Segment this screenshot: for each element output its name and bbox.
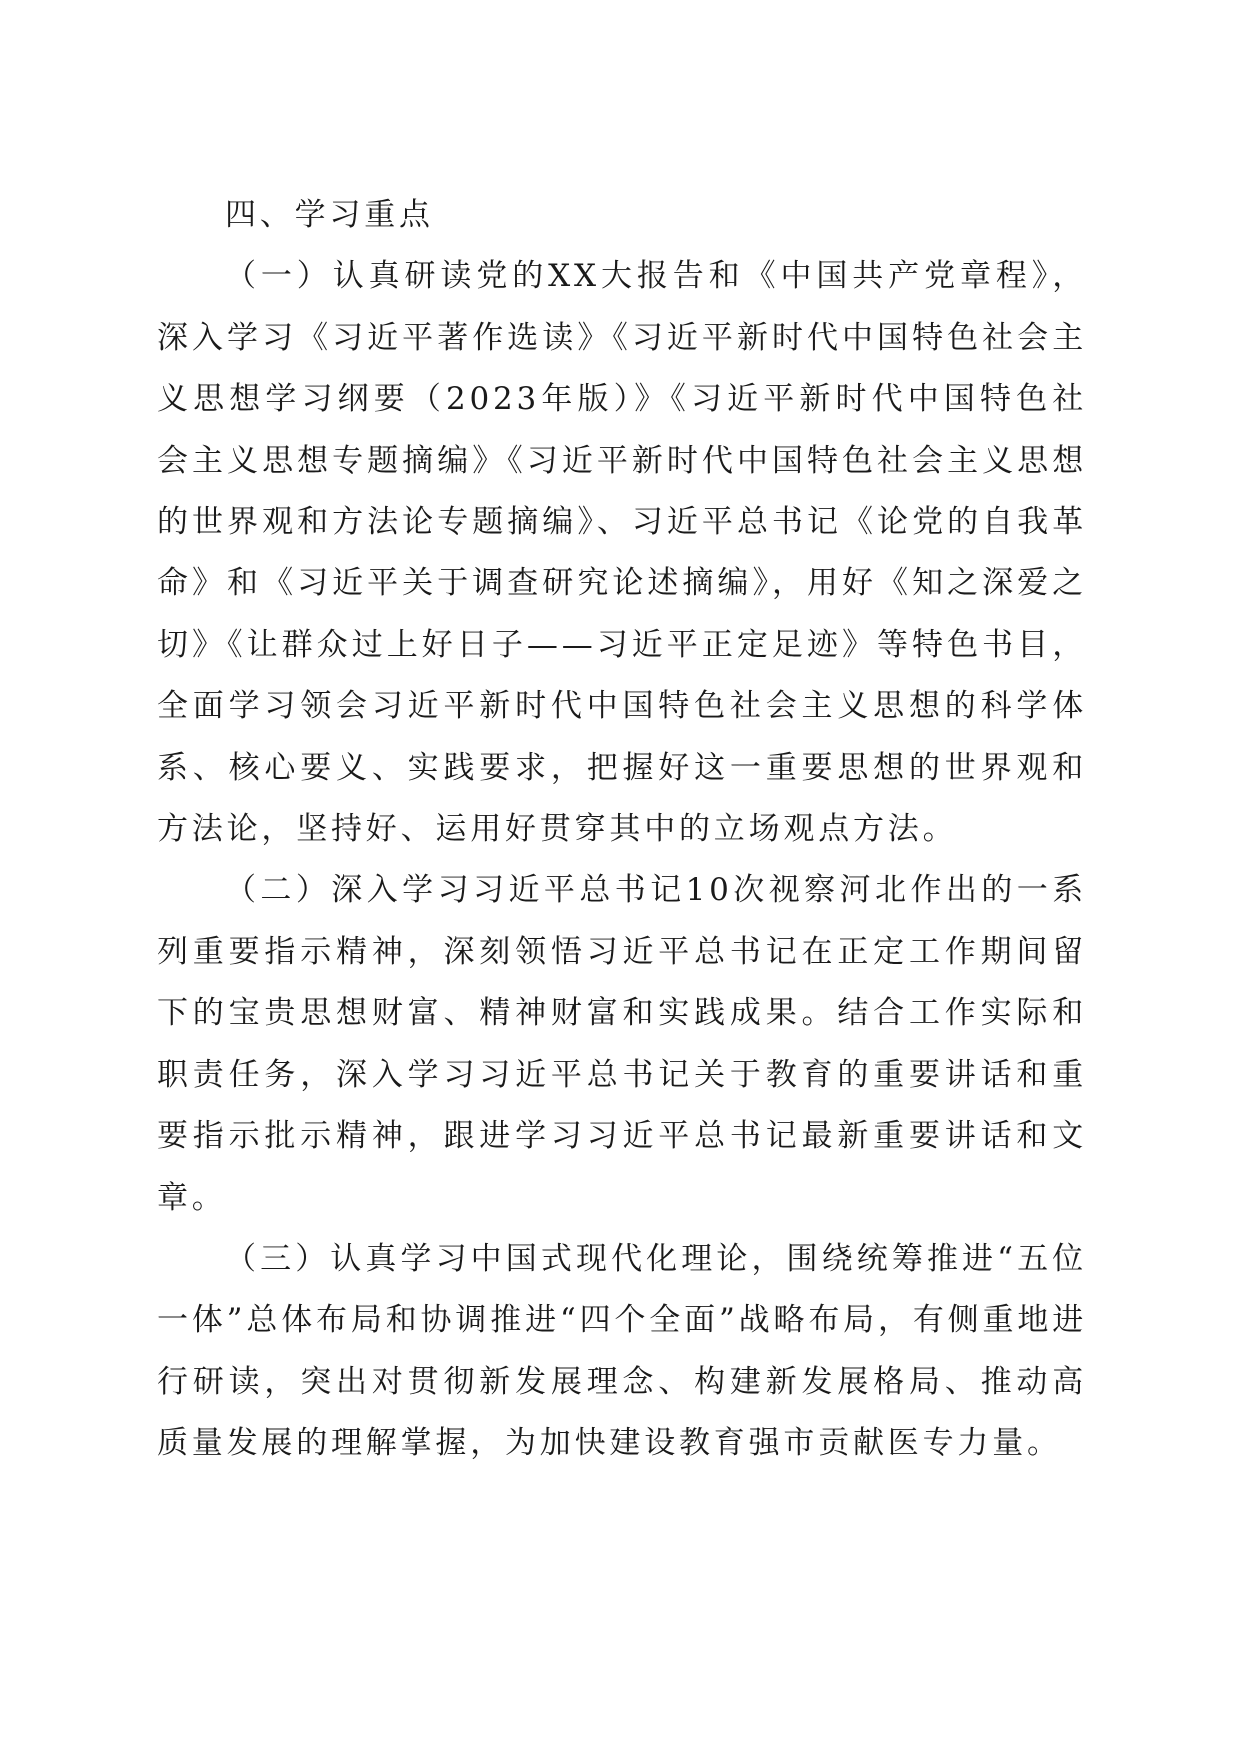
section-heading: 四、学习重点 (225, 197, 434, 233)
paragraph-3: （三）认真学习中国式现代化理论，围绕统筹推进“五位一体”总体布局和协调推进“四个全面”战略布局，有侧重地进行研读，突出对贯彻新发展理念、构建新发展格局、推动高质量发展的理解掌握，为加快建设教育强市贡献医专力量。 (157, 1240, 1087, 1462)
document-body (157, 185, 1087, 1475)
paragraph-2: （二）深入学习习近平总书记10次视察河北作出的一系列重要指示精神，深刻领悟习近平总书记在正定工作期间留下的宝贵思想财富、精神财富和实践成果。结合工作实际和职责任务，深入学习习近平总书记关于教育的重要讲话和重要指示批示精神，跟进学习习近平总书记最新重要讲话和文章。 (157, 872, 1087, 1216)
paragraph-1: （一）认真研读党的XX大报告和《中国共产党章程》，深入学习《习近平著作选读》《习近平新时代中国特色社会主义思想学习纲要（2023年版）》《习近平新时代中国特色社会主义思想专题摘编》《习近平新时代中国特色社会主义思想的世界观和方法论专题摘编》、习近平总书记《论党的自我革命》和《习近平关于调查研究论述摘编》，用好《知之深爱之切》《让群众过上好日子——习近平正定足迹》等特色书目，全面学习领会习近平新时代中国特色社会主义思想的科学体系、核心要义、实践要求，把握好这一重要思想的世界观和方法论，坚持好、运用好贯穿其中的立场观点方法。 (157, 258, 1087, 848)
